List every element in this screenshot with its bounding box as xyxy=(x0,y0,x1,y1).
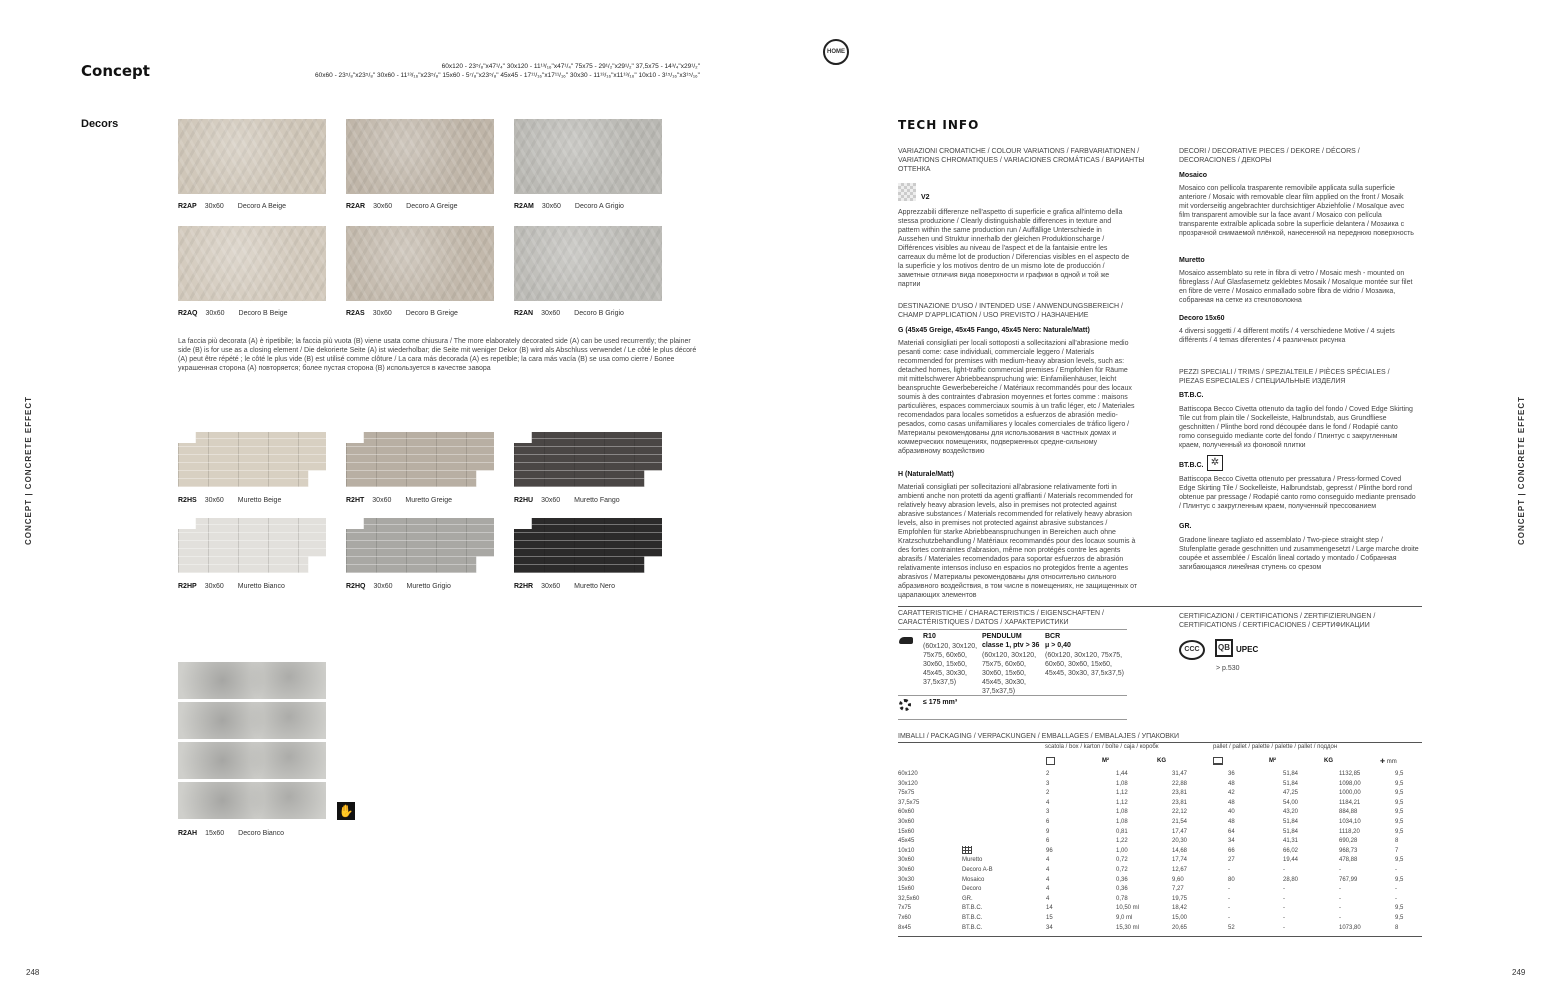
table-cell: 41,31 xyxy=(1283,838,1299,845)
v2-label: V2 xyxy=(921,194,930,201)
table-cell xyxy=(962,780,1046,790)
table-cell: - xyxy=(1395,866,1397,873)
table-cell: 43,20 xyxy=(1283,809,1299,816)
table-cell: 767,99 xyxy=(1339,876,1358,883)
tile-caption: R2AR 30x60 Decoro A Greige xyxy=(346,203,458,210)
table-cell xyxy=(962,818,1046,828)
table-cell: Decoro A-B xyxy=(962,866,993,873)
table-row xyxy=(898,828,1435,838)
table-cell: 15x60 xyxy=(898,886,915,893)
table-cell: BT.B.C. xyxy=(962,914,983,921)
table-cell: 7,27 xyxy=(1172,886,1184,893)
table-row xyxy=(898,780,1435,790)
abrasion-value: ≤ 175 mm³ xyxy=(923,699,958,706)
muretto-image xyxy=(346,518,494,573)
table-cell: 22,88 xyxy=(1172,780,1188,787)
table-cell: 4 xyxy=(1046,799,1050,806)
table-cell: - xyxy=(1339,914,1341,921)
table-cell: 8x45 xyxy=(898,924,912,931)
tile-caption: R2HU 30x60 Muretto Fango xyxy=(514,497,620,504)
tile-caption: R2HR 30x60 Muretto Nero xyxy=(514,583,615,590)
table-cell: 9,5 xyxy=(1395,809,1404,816)
table-cell: GR. xyxy=(962,895,973,902)
bcr-heading: BCR xyxy=(1045,633,1061,640)
table-cell: 2 xyxy=(1046,771,1050,777)
col-pallet-m2: M² xyxy=(1269,758,1276,764)
table-cell: - xyxy=(1228,895,1230,902)
home-button[interactable] xyxy=(823,39,849,65)
table-cell: 3 xyxy=(1046,780,1050,787)
table-cell: 22,12 xyxy=(1172,809,1188,816)
muretto-heading: Muretto xyxy=(1179,257,1205,264)
table-cell: - xyxy=(1283,924,1285,931)
table-row xyxy=(898,837,1435,847)
table-cell: 4 xyxy=(1046,857,1050,864)
table-cell: 15x60 xyxy=(898,828,915,835)
table-cell: 10x10 xyxy=(898,847,915,854)
tile-image xyxy=(178,119,326,194)
table-cell: 9 xyxy=(1046,828,1050,835)
table-cell: 30x60 xyxy=(898,818,915,825)
section-heading: Decors xyxy=(81,118,119,130)
table-cell: 1098,00 xyxy=(1339,780,1361,787)
table-cell: 9,5 xyxy=(1395,828,1404,835)
btbc-cut-heading: BT.B.C. xyxy=(1179,392,1204,399)
decor-heading: DECORI / DECORATIVE PIECES / DEKORE / DÉCORS / DECORACIONES / ДЕКОРЫ xyxy=(1179,148,1360,164)
col-box-m2: M² xyxy=(1102,758,1109,764)
table-cell: 1,22 xyxy=(1116,838,1128,845)
class-g-heading: G (45x45 Greige, 45x45 Fango, 45x45 Nero: Naturale/Matt) xyxy=(898,327,1090,334)
btbc-pressed-heading: BT.B.C. xyxy=(1179,462,1204,469)
table-cell: 19,44 xyxy=(1283,857,1299,864)
table-cell: 19,75 xyxy=(1172,895,1188,902)
table-cell: 51,84 xyxy=(1283,771,1299,777)
table-row xyxy=(898,856,1435,866)
table-cell: 9,5 xyxy=(1395,771,1404,777)
table-cell: 1,00 xyxy=(1116,847,1128,854)
gr-text: Gradone lineare tagliato ed assemblato / Two-piece straight step / Stufenplatte gerade geschnitten und zusammengesetzt / Large marche droite coupée et assemblée / Escalón lineal cortado y montado / Собранная загибающаяся линейная ступень со срезом xyxy=(1179,537,1419,571)
decoro-bianco-strip xyxy=(178,662,326,699)
table-cell: 6 xyxy=(1046,818,1050,825)
side-label-left: CONCEPT | CONCRETE EFFECT xyxy=(24,395,33,545)
decoro-bianco-image xyxy=(178,662,326,822)
table-cell: 12,67 xyxy=(1172,866,1188,873)
class-h-heading: H (Naturale/Matt) xyxy=(898,471,955,478)
table-cell xyxy=(962,789,1046,799)
table-cell xyxy=(962,799,1046,809)
table-cell: 1,44 xyxy=(1116,771,1128,777)
table-cell: 9,0 ml xyxy=(1116,914,1133,921)
table-cell: 48 xyxy=(1228,780,1235,787)
table-cell: - xyxy=(1283,905,1285,912)
bcr-text: (60x120, 30x120, 75x75, 60x60, 30x60, 15x60, 45x45, 30x30, 37,5x37,5) xyxy=(1045,652,1125,677)
table-cell: 96 xyxy=(1046,847,1053,854)
page-title: Concept xyxy=(81,62,150,80)
table-cell: 15 xyxy=(1046,914,1053,921)
table-cell: 4 xyxy=(1046,866,1050,873)
table-cell: 30x120 xyxy=(898,780,918,787)
table-row xyxy=(898,847,1435,857)
table-cell: 0,81 xyxy=(1116,828,1128,835)
table-cell: 6 xyxy=(1046,838,1050,845)
r10-text: (60x120, 30x120, 75x75, 60x60, 30x60, 15x60, 45x45, 30x30, 37,5x37,5) xyxy=(923,643,978,686)
table-cell: 9,60 xyxy=(1172,876,1184,883)
table-cell: 9,5 xyxy=(1395,790,1404,797)
table-cell: 1,12 xyxy=(1116,790,1128,797)
decoro-bianco-strip xyxy=(178,742,326,779)
table-row xyxy=(898,808,1435,818)
side-label-right: CONCEPT | CONCRETE EFFECT xyxy=(1517,395,1526,545)
table-cell: 14,68 xyxy=(1172,847,1188,854)
table-cell: 9,5 xyxy=(1395,914,1404,921)
table-cell: 9,5 xyxy=(1395,857,1404,864)
table-cell: - xyxy=(1228,905,1230,912)
table-cell: 27 xyxy=(1228,857,1235,864)
pendulum-text: (60x120, 30x120, 75x75, 60x60, 30x60, 15x60, 45x45, 30x30, 37,5x37,5) xyxy=(982,652,1037,695)
upec-label: UPEC xyxy=(1236,645,1259,654)
table-cell xyxy=(962,828,1046,838)
table-cell: 20,30 xyxy=(1172,838,1188,845)
table-cell: 14 xyxy=(1046,905,1053,912)
table-row xyxy=(898,866,1435,876)
table-cell: 4 xyxy=(1046,876,1050,883)
abrasion-icon xyxy=(899,699,911,711)
decoro-bianco-strip xyxy=(178,702,326,739)
table-cell: 60x120 xyxy=(898,771,918,777)
btbc-cut-text: Battiscopa Becco Civetta ottenuto da taglio del fondo / Coved Edge Skirting Tile cut from plain tile / Sockelleiste, Halbrundstab, aus Grundfliese geschnitten / Plinthe bord rond découpée dans le fond / Rodapié canto romo conseguido mediante corte del fondo / Плинтус с закругленным краем, полученный из фоновой плитки xyxy=(1179,406,1413,449)
muretto-image xyxy=(178,518,326,573)
tile-caption: R2AP 30x60 Decoro A Beige xyxy=(178,203,287,210)
tech-info-heading: TECH INFO xyxy=(898,118,980,132)
table-cell: 34 xyxy=(1046,924,1053,931)
col-pallet-kg: KG xyxy=(1324,758,1333,764)
table-cell: 30x60 xyxy=(898,866,915,873)
qb-icon: QB xyxy=(1215,639,1233,657)
tile-caption: R2AH 15x60 Decoro Bianco xyxy=(178,830,285,837)
table-cell: 21,54 xyxy=(1172,818,1188,825)
table-cell: 80 xyxy=(1228,876,1235,883)
table-cell: 17,47 xyxy=(1172,828,1188,835)
mosaico-heading: Mosaico xyxy=(1179,172,1208,179)
table-row xyxy=(898,799,1435,809)
decoro-15x60-text: 4 diversi soggetti / 4 different motifs / 4 verschiedene Motive / 4 sujets différents / 4 temas diferentes / 4 различных рисунка xyxy=(1179,328,1395,344)
table-cell: 1,08 xyxy=(1116,818,1128,825)
decoro-15x60-heading: Decoro 15x60 xyxy=(1179,315,1225,322)
table-cell: 20,65 xyxy=(1172,924,1188,931)
table-cell: - xyxy=(1283,886,1285,893)
table-cell: 18,42 xyxy=(1172,905,1188,912)
press-icon: ✲ xyxy=(1207,455,1223,471)
table-cell: 34 xyxy=(1228,838,1235,845)
hand-icon: ✋ xyxy=(338,804,354,818)
table-cell: 1073,80 xyxy=(1339,924,1361,931)
tile-image xyxy=(514,226,662,301)
table-cell: 48 xyxy=(1228,799,1235,806)
table-cell: 51,84 xyxy=(1283,780,1299,787)
table-cell: 37,5x75 xyxy=(898,799,920,806)
table-cell: Decoro xyxy=(962,886,982,893)
table-cell: - xyxy=(1283,866,1285,873)
table-cell: 23,81 xyxy=(1172,799,1188,806)
table-cell: 1,12 xyxy=(1116,799,1128,806)
trims-heading: PEZZI SPECIALI / TRIMS / SPEZIALTEILE / PIÈCES SPÉCIALES / PIEZAS ESPECIALES / СПЕЦИАЛЬНЫЕ ИЗДЕЛИЯ xyxy=(1179,369,1390,385)
table-cell: 45x45 xyxy=(898,838,915,845)
table-cell: 51,84 xyxy=(1283,828,1299,835)
table-row xyxy=(898,895,1435,905)
use-heading: DESTINAZIONE D'USO / INTENDED USE / ANWENDUNGSBEREICH / CHAMP D'APPLICATION / USO PREVISTO / НАЗНАЧЕНИЕ xyxy=(898,303,1123,319)
table-cell: 23,81 xyxy=(1172,790,1188,797)
col-thickness: ✚ mm xyxy=(1380,759,1397,765)
table-cell: - xyxy=(1228,886,1230,893)
tile-caption: R2AS 30x60 Decoro B Greige xyxy=(346,310,458,317)
r10-heading: R10 xyxy=(923,633,936,640)
table-cell: 1,08 xyxy=(1116,780,1128,787)
pallet-heading: pallet / pallet / palette / palette / pallet / поддон xyxy=(1213,744,1338,750)
table-cell: 968,73 xyxy=(1339,847,1358,854)
table-cell: 9,5 xyxy=(1395,876,1404,883)
table-cell: 4 xyxy=(1046,895,1050,902)
table-cell: 47,25 xyxy=(1283,790,1299,797)
tile-caption: R2AQ 30x60 Decoro B Beige xyxy=(178,310,288,317)
table-cell: 0,36 xyxy=(1116,876,1128,883)
sizes-line-2: 60x60 - 23⁵/₈"x23⁵/₈" 30x60 - 11¹³/₁₆"x23⁵/₈" 15x60 - 5⁷/₈"x23⁵/₈" 45x45 - 17¹¹/₁₆"x17¹¹/₁₆" 30x30 - 11¹³/₁₆"x11¹³/₁₆" 10x10 - 3¹⁵/₁₆"x3¹⁵/₁₆" xyxy=(315,72,700,79)
muretto-text: Mosaico assemblato su rete in fibra di vetro / Mosaic mesh - mounted on fibreglass / Auf Glasfasernetz geklebtes Mosaik / Mosaïque montée sur filet en fibre de verre / Mosaico enmallado sobre fibra de vidrio / Мозаика, собранная на сетке из стекловолокна xyxy=(1179,270,1413,304)
table-cell: 42 xyxy=(1228,790,1235,797)
table-cell: 30x60 xyxy=(898,857,915,864)
v2-icon xyxy=(898,183,916,201)
table-cell: 7x75 xyxy=(898,905,912,912)
table-cell: - xyxy=(1339,886,1341,893)
table-cell: 15,00 xyxy=(1172,914,1188,921)
table-cell: 884,88 xyxy=(1339,809,1358,816)
table-cell: 478,88 xyxy=(1339,857,1358,864)
table-row xyxy=(898,770,1435,780)
mosaico-text: Mosaico con pellicola trasparente removibile applicata sulla superficie anteriore / Mosaic with removable clear film applied on the front / Mosaik mit vorderseitig angebrachter durchsichtiger Abziehfolie / Mosaïque avec film transparent amovible sur la face avant / Mosaico con película transparente extraíble aplicada sobre la superficie delantera / Мозаика с прозрачной снимаемой плёнкой, нанесенной на переднюю поверхность xyxy=(1179,185,1414,237)
table-cell: BT.B.C. xyxy=(962,905,983,912)
table-cell: BT.B.C. xyxy=(962,924,983,931)
page-number-left: 248 xyxy=(26,968,40,977)
table-cell: 15,30 ml xyxy=(1116,924,1140,931)
table-cell: 8 xyxy=(1395,924,1399,931)
table-cell xyxy=(962,837,1046,847)
table-cell: 10,50 ml xyxy=(1116,905,1140,912)
table-cell: Muretto xyxy=(962,857,983,864)
tile-caption: R2HP 30x60 Muretto Bianco xyxy=(178,583,285,590)
table-cell: 75x75 xyxy=(898,790,915,797)
table-cell: - xyxy=(1339,905,1341,912)
table-cell: 1118,20 xyxy=(1339,828,1360,835)
table-cell: - xyxy=(1283,914,1285,921)
table-cell: 9,5 xyxy=(1395,818,1404,825)
class-g-text: Materiali consigliati per locali sottoposti a sollecitazioni all'abrasione medio pesanti come: case individuali, commerciale leggero / Materials recommended for premises with medium-heavy abrasion levels, such as: detached homes, light-traffic commercial premises / Empfohlen für Räume mit mittelschwerer Abriebbeanspruchung wie: Einfamilienhäuser, leicht beanspruchte Gewerbebereiche / Matériaux recommandés pour des locaux soumis à des contraintes d'abrasion moyennes et fortes comme : maisons particulières, espaces commerciaux soumis à un trafic léger, etc / Materiales recomendados para locales sometidos a esfuerzos de abrasión medio-pesados, como casas unifamiliares y locales comerciales de tráfico ligero / Материалы рекомендованы для использования в частных домах и коммерческих помещениях, подверженных средне-сильному абразивному воздействию xyxy=(898,340,1135,455)
table-cell: 51,84 xyxy=(1283,818,1299,825)
packaging-heading: IMBALLI / PACKAGING / VERPACKUNGEN / EMBALLAGES / EMBALAJES / УПАКОВКИ xyxy=(898,733,1180,740)
page-number-right: 249 xyxy=(1512,968,1526,977)
table-cell: 0,72 xyxy=(1116,866,1128,873)
table-cell: 8 xyxy=(1395,838,1399,845)
table-cell: 0,78 xyxy=(1116,895,1128,902)
table-cell: 9,5 xyxy=(1395,799,1404,806)
table-cell: 1132,85 xyxy=(1339,771,1361,777)
tile-caption: R2HS 30x60 Muretto Beige xyxy=(178,497,282,504)
packaging-table xyxy=(898,770,1435,933)
page-reference: > p.530 xyxy=(1216,665,1240,672)
pendulum-heading: PENDULUM xyxy=(982,633,1022,640)
muretto-image xyxy=(346,432,494,487)
table-cell: 3 xyxy=(1046,809,1050,816)
table-cell: - xyxy=(1228,866,1230,873)
class-h-text: Materiali consigliati per sollecitazioni all'abrasione relativamente forti in ambienti anche non protetti da agenti graffianti / Materials recommended for relatively heavy abrasion levels, also in premises not protected against abrasive substances / Materials recommended for relatively heavy abrasion levels, also in premises not protected against abrasive substances / Empfohlen für starke Abriebbeanspruchungen in Bereichen auch ohne Kratzschutzbehandlung / Matériaux recommandés pour des locaux soumis à des fortes contraintes d'abrasion, même non protégés contre les agents abrasifs / Materiales recomendados para soportar esfuerzos de abrasión relativamente intensos incluso en espacios no protegidos frente a agentes abrasivos / Материалы рекомендованы для относительно сильного абразивного воздействия, в том числе в помещениях, не защищенных от царапающих элементов xyxy=(898,484,1138,599)
variations-heading: VARIAZIONI CROMATICHE / COLOUR VARIATIONS / FARBVARIATIONEN / VARIATIONS CHROMATIQUES / VARIACIONES CROMÁTICAS / ВАРИАНТЫ ОТТЕНКА xyxy=(898,148,1145,173)
table-cell: 9,5 xyxy=(1395,905,1404,912)
table-cell: 36 xyxy=(1228,771,1235,777)
decor-note: La faccia più decorata (A) è ripetibile; la faccia più vuota (B) viene usata come chiusura / The more elaborately decorated side (A) can be used recurrently; the plainer side (B) is for use as a closing element / Die dekorierte Seite (A) ist wiederholbar; die Seite mit weniger Dekor (B) wird als Abschluss verwendet / Le côté le plus décoré (A) peut être répété ; le côté le plus vide (B) est utilisé comme clôture / La cara más decorada (A) es repetible; la cara más vacía (B) se usa como cierre / Более украшенная сторона (A) повторяется; более пустая сторона (B) используется в качестве завора xyxy=(178,338,697,372)
table-cell: 31,47 xyxy=(1172,771,1188,777)
table-cell: 30x30 xyxy=(898,876,915,883)
tile-image xyxy=(178,226,326,301)
tile-caption: R2AN 30x60 Decoro B Grigio xyxy=(514,310,624,317)
table-cell: 1,08 xyxy=(1116,809,1128,816)
characteristics-heading: CARATTERISTICHE / CHARACTERISTICS / EIGENSCHAFTEN / CARACTÉRISTIQUES / DATOS / ХАРАКТЕРИСТИКИ xyxy=(898,610,1105,626)
table-row xyxy=(898,818,1435,828)
table-cell: 40 xyxy=(1228,809,1235,816)
col-box-kg: KG xyxy=(1157,758,1166,764)
table-row xyxy=(898,904,1435,914)
table-cell: - xyxy=(1339,866,1341,873)
table-cell: 1184,21 xyxy=(1339,799,1361,806)
btbc-pressed-text: Battiscopa Becco Civetta ottenuto per pressatura / Press-formed Coved Edge Skirting Tile / Sockelleiste, Halbrundstab, gepresst / Plinthe bord rond obtenue par pressage / Rodapié canto romo conseguido mediante prensado / Плинтус с закругленным краем, полученный прессованием xyxy=(1179,476,1416,510)
variations-text: Apprezzabili differenze nell'aspetto di superficie e grafica all'interno della stessa produzione / Clearly distinguishable differences in texture and pattern within the same production run / Auffällige Unterschiede in Aussehen und Struktur innerhalb der gleichen Produktionscharge / Différences visibles au niveau de l'aspect et de la fantaisie entre les carreaux du même lot de production / Diferencias visibles en el aspecto de la superficie y los motivos dentro de un mismo lote de producción / заметные отличия вида поверхности и графики в одной и той же партии xyxy=(898,209,1130,288)
table-cell: 64 xyxy=(1228,828,1235,835)
certifications-heading: CERTIFICAZIONI / CERTIFICATIONS / ZERTIFIZIERUNGEN / CERTIFICATIONS / CERTIFICACIONES / СЕРТИФИКАЦИИ xyxy=(1179,613,1376,629)
tile-image xyxy=(514,119,662,194)
decoro-bianco-strip xyxy=(178,782,326,819)
table-cell: 52 xyxy=(1228,924,1235,931)
table-cell: 9,5 xyxy=(1395,780,1404,787)
muretto-image xyxy=(178,432,326,487)
tile-image xyxy=(346,226,494,301)
table-cell: 2 xyxy=(1046,790,1050,797)
table-cell: 4 xyxy=(1046,886,1050,893)
gr-heading: GR. xyxy=(1179,523,1192,530)
pendulum-class: classe 1, ptv > 36 xyxy=(982,642,1040,649)
table-row xyxy=(898,924,1435,934)
sizes-line-1: 60x120 - 23⁵/₈"x47¹/₄" 30x120 - 11¹³/₁₆"x47¹/₄" 75x75 - 29¹/₂"x29¹/₂" 37,5x75 - 14³/₄"x29¹/₂" xyxy=(441,63,700,70)
table-cell: 0,72 xyxy=(1116,857,1128,864)
table-cell: 60x60 xyxy=(898,809,915,816)
muretto-image xyxy=(514,518,662,573)
table-cell: 48 xyxy=(1228,818,1235,825)
ccc-icon: CCC xyxy=(1179,640,1205,660)
table-cell: 1000,00 xyxy=(1339,790,1361,797)
home-label: HOME xyxy=(827,49,845,55)
tile-image xyxy=(346,119,494,194)
table-cell: 0,36 xyxy=(1116,886,1128,893)
box-heading: scatola / box / karton / boîte / caja / коробк xyxy=(1045,744,1159,750)
tile-caption: R2HQ 30x60 Muretto Grigio xyxy=(346,583,451,590)
table-cell: - xyxy=(1395,886,1397,893)
box-icon xyxy=(1046,757,1055,765)
table-row xyxy=(898,789,1435,799)
table-cell xyxy=(962,808,1046,818)
table-cell: 66,02 xyxy=(1283,847,1299,854)
table-cell: 66 xyxy=(1228,847,1235,854)
table-cell: - xyxy=(1283,895,1285,902)
table-row xyxy=(898,876,1435,886)
table-cell: Mosaico xyxy=(962,876,985,883)
muretto-image xyxy=(514,432,662,487)
table-cell: - xyxy=(1228,914,1230,921)
pallet-icon xyxy=(1213,757,1223,765)
table-cell: 7 xyxy=(1395,847,1399,854)
table-cell: 28,80 xyxy=(1283,876,1299,883)
table-cell: 690,28 xyxy=(1339,838,1358,845)
table-cell: 54,00 xyxy=(1283,799,1299,806)
table-cell: 1034,10 xyxy=(1339,818,1361,825)
table-cell: 32,5x60 xyxy=(898,895,920,902)
shoe-icon xyxy=(899,637,913,644)
tile-caption: R2AM 30x60 Decoro A Grigio xyxy=(514,203,624,210)
table-cell: 17,74 xyxy=(1172,857,1188,864)
table-cell xyxy=(962,847,1046,857)
bcr-value: μ > 0,40 xyxy=(1045,642,1071,649)
table-cell: - xyxy=(1395,895,1397,902)
table-row xyxy=(898,885,1435,895)
table-cell: 7x60 xyxy=(898,914,912,921)
tile-caption: R2HT 30x60 Muretto Greige xyxy=(346,497,453,504)
table-row xyxy=(898,914,1435,924)
table-cell: - xyxy=(1339,895,1341,902)
table-cell xyxy=(962,770,1046,780)
